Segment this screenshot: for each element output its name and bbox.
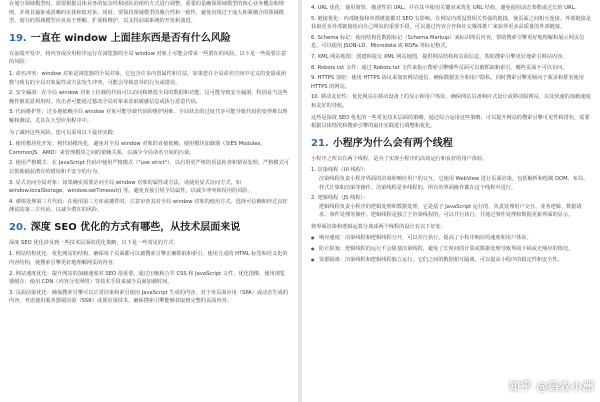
seo-list-continued: [311, 4, 591, 111]
practice-list: [9, 140, 289, 215]
list-item: 2. 网站速度优化：提升网站的加载速度对 SEO 很重要。通过压缩和合并 CSS 和 JavaScript 文件、优化图像、使用浏览器缓存、使用 CDN（内容分发网络）等技术手段来减少页面加载时间。: [9, 270, 286, 286]
list-item: 2. 安全漏洞：在全局 window 对象上挂载的代码可以访问和修改全局的数据和功能。这可能导致安全漏洞，特别是当这些操作被恶意利用时。攻击者可能通过篡改全局对象来获取敏感信息或执行恶意代码。: [9, 90, 288, 105]
list-item: 6. Schema 标记：使用结构化数据标记（Schema Markup）来标识网页内容，帮助搜索引擎更好地理解和展示网页信息。可以使用 JSON-LD、Microdata 或 RDFa 等标记格式。: [311, 34, 585, 50]
list-item: ● 防止阻塞：逻辑线程的运行不会阻塞渲染线程，避免了长时间的计算或数据处理导致界面卡顿或无响应的情况。: [311, 245, 591, 254]
list-item: 9. HTTPS 加密：使用 HTTPS 协议来加密网站通信，确保数据安全和用户隐私。同时搜索引擎更倾向于收录和排名使用 HTTPS 的网站。: [311, 75, 584, 90]
list-item: 1. 使用模块化开发：将代码模块化，避免对全局 window 对象的直接依赖。使用模块加载器（如ES Modules、CommonJS、AMD）来管理模块之间的依赖关系，以减少全局命名空间的污染。: [9, 141, 266, 156]
benefits-lead: 将界面渲染和逻辑运算分离成两个线程的设计有以下好处：: [311, 223, 446, 230]
section-heading-20: [9, 221, 289, 234]
practices-lead: 为了减轻这些风险，您可以采用以下最佳实践：: [9, 129, 118, 136]
section-title: 小程序为什么会有两个线程: [332, 137, 453, 149]
document-page-right: [302, 0, 600, 402]
list-item: 2. 使用严格模式：在 JavaScript 代码中使用严格模式（"use strict"），以启用更严格的语法检查和错误处理。严格模式可以帮助捕获潜在的错误和不安全的行为。: [9, 160, 289, 175]
list-item: 4. 谨慎处理第三方代码：在使用第三方库或插件时，注意审查其对全局 window 对象的使用方式。选择可信赖和经过良好测试的第三方代码，以减少潜在的风险。: [9, 198, 288, 214]
benefit-list: [311, 234, 591, 264]
list-item: 10. 移动友好性：优化网站在移动设备上的显示和用户体验，确保网站具备响应式设计或移动版网站，以及快速的加载速度和友好的导航。: [311, 94, 591, 109]
section-heading-21: [311, 137, 591, 150]
risk-list: [9, 70, 289, 126]
list-item: 1. 命名冲突：window 对象是浏览器的全局对象，它包含许多内置属性和方法。如果您在全局命名空间中定义的变量或函数与现有的全局对象属性或方法发生冲突，可能会导致意外的行为或错误。: [9, 70, 286, 86]
list-item: 8. Robots.txt 文件：通过 Robots.txt 文件来指示搜索引擎哪些页面可以被抓取和索引，哪些页面不可以访问。: [311, 64, 568, 71]
list-item: 3. 显式访问全局对象：如果确实需要访问全局 window 对象的属性或方法，请使用显式访问方式，如 window.localStorage、window.setTimeout() 等。避免直接引用全局属性，以减少冲突和误用的风险。: [9, 179, 253, 195]
list-item: 7. XML 网站地图：创建和提交 XML 网站地图，提供网站结构和页面信息，帮助搜索引擎更好地索引网站内容。: [311, 53, 568, 60]
section-intro: 小程序之所以有两个线程，是为了实现小程序的高效运行和良好的用户体验。: [311, 155, 488, 162]
thread-list: [311, 166, 591, 220]
section-number: 20.: [9, 221, 27, 233]
list-item: ● 响应速度：渲染线程和逻辑线程分开，可以并行执行，提高了小程序响应的速度和用户体验。: [311, 234, 591, 243]
section-number: 19.: [9, 32, 27, 44]
outro-paragraph: 这些是深度 SEO 优化的一些常见技术层面的策略。通过综合运用这些策略，可以提升网站的搜索引擎可见性和排名，需要根据具体情况和搜索引擎的最佳实践进行调整和优化。: [311, 114, 590, 130]
section-title: 一直在 window 上面挂东西是否有什么风险: [30, 32, 231, 44]
list-item: 3. 页面渲染优化：确保搜索引擎可以正常渲染和索引使用 JavaScript 生成的内容。对于单页面应用（SPA）或动态生成的内容，考虑使用服务器端渲染（SSR）或预渲染技术，确保搜索引擎能够获取到完整的页面内容。: [9, 289, 288, 305]
list-item: ● 资源隔离：渲染线程和逻辑线程独立运行，它们之间的数据相互隔离，可以提高小程序的稳定性和安全性。: [311, 256, 591, 265]
item-title: 2. 逻辑线程（JS 线程）：: [311, 195, 369, 202]
item-detail: 渲染线程负责小程序界面的渲染和响应用户的交互。它使用 WebView 进行页面渲染，包括解析和绘制 DOM、布局、样式计算和渲染等操作。渲染线程是单线程的，所有的界面操作都在这个线程中进行。: [319, 175, 589, 191]
item-title: 1. 渲染线程（UI 线程）：: [311, 167, 369, 174]
document-page-left: [0, 0, 298, 402]
intro-paragraph: 在划分领域模型时，需要根据具体业务的复杂性和团队的组织方式进行调整，重要的是确保领域模型的核心业务概念和规则，并将其抽象成清晰的实体和值对象。同时，要保持领域模型的聚合性和一致性，避免出现过于庞大和紧耦合的领域模型。划分的领域模型应该易于理解、扩展和维护，以支持前端系统的开发和演进。: [9, 1, 284, 25]
section-title: 深度 SEO 优化的方式有哪些，从技术层面来说: [30, 221, 241, 233]
section-intro: 在前端开发中，将内容或应用程序运行在浏览器的全局 window 对象上可能会带来一些潜在的风险。以下是一些需要注意的风险：: [9, 50, 287, 66]
section-number: 21.: [311, 137, 329, 149]
list-item: 1. 网站结构优化：优化网站的结构，确保每个页面都可以被搜索引擎正确抓取和索引。使用合适的 HTML 标签和语义化的内容结构，使搜索引擎更好地理解网页的内容。: [9, 251, 288, 267]
seo-list: [9, 250, 289, 306]
list-item: 4. URL 优化：使用简短、描述性的 URL，并在其中使用关键词来优化 URL 结构。避免使用动态参数或过长的 URL。: [311, 5, 580, 11]
list-item: 5. 链接优化：内部链接和外部链接都对 SEO 有影响。在网站内部设置相关性强的链接，使页面之间相互连接。外部链接是获取更多外部链接指向自己网站的重要手段，可以通过内容合作和社交媒体推广来获得更多高质量的外部链接。: [311, 15, 591, 31]
list-item: 3. 代码维护性：过多地依赖全局 window 对象可能导致代码的维护困难。全局状态的过度共享可能导致代码的变得难以理解和测试，尤其在大型应用程序中。: [9, 109, 288, 124]
list-item: [311, 194, 591, 220]
section-heading-19: [9, 32, 289, 45]
item-detail: 逻辑线程负责小程序的逻辑处理和数据处理。它是基于 JavaScript 运行的，负责处理用户交互、业务逻辑、数据请求、事件处理等操作。逻辑线程是独立于渲染线程的，可以并行执行，并通过事件处理和数据更新界面的显示。: [319, 203, 582, 219]
list-item: [311, 166, 591, 192]
watermark: 知乎 @码农小洲: [509, 380, 594, 393]
section-intro: 深度 SEO 优化涉及到一些技术层面的优化策略，以下是一些常见的方式：: [9, 239, 179, 246]
